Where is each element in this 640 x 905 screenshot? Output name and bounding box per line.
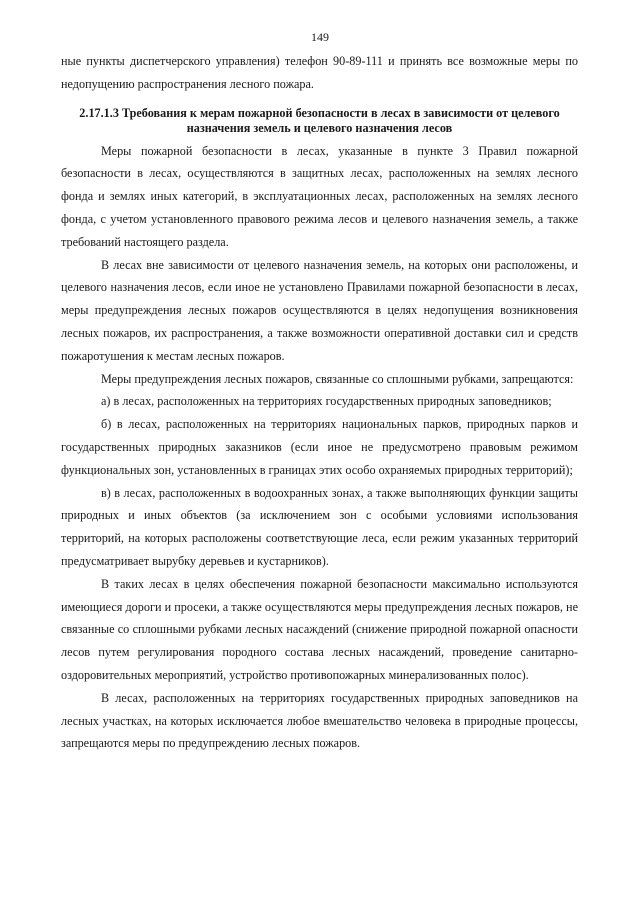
list-item-a: а) в лесах, расположенных на территориях государственных природных заповедников;: [101, 394, 552, 409]
document-body: [61, 50, 578, 755]
paragraph-continuation: ные пункты диспетчерского управления) телефон 90-89-111 и принять все возможные меры по недопущению распространения лесного пожара.: [61, 54, 578, 91]
section-heading: 2.17.1.3 Требования к мерам пожарной безопасности в лесах в зависимости от целевого назначения земель и целевого назначения лесов: [79, 105, 560, 135]
paragraph: В лесах, расположенных на территориях государственных природных заповедников на лесных участках, на которых исключается любое вмешательство человека в природные процессы, запрещаются меры по предупреждению лесных пожаров.: [61, 690, 578, 751]
paragraph: В таких лесах в целях обеспечения пожарной безопасности максимально используются имеющиеся дороги и просеки, а также осуществляются меры предупреждения лесных пожаров, не связанные со сплошными рубками лесных насаждений (снижение природной пожарной опасности лесов путем регулирования породного состава лесных насаждений, проведение санитарно-оздоровительных мероприятий, устройство противопожарных минерализованных полос).: [61, 576, 578, 682]
paragraph: Меры предупреждения лесных пожаров, связанные со сплошными рубками, запрещаются:: [101, 371, 574, 386]
list-item-v: в) в лесах, расположенных в водоохранных зонах, а также выполняющих функции защиты природных и иных объектов (за исключением зон с особыми условиями использования территорий, на которых расположены соответствующие леса, если режим указанных территорий предусматривает вырубку деревьев и кустарников).: [61, 485, 578, 568]
paragraph: В лесах вне зависимости от целевого назначения земель, на которых они расположены, и целевого назначения лесов, если иное не установлено Правилами пожарной безопасности в лесах, меры предупреждения лесных пожаров осуществляются в целях недопущения возникновения лесных пожаров, их распространения, а также возможности оперативной доставки сил и средств пожаротушения к местам лесных пожаров.: [61, 257, 578, 363]
paragraph: Меры пожарной безопасности в лесах, указанные в пункте 3 Правил пожарной безопасности в лесах, осуществляются в защитных лесах, расположенных на землях лесного фонда и землях иных категорий, в эксплуатационных лесах, расположенных на землях лесного фонда, с учетом установленного правового режима лесов и целевого назначения земель, а также требований настоящего раздела.: [61, 143, 578, 249]
page-number: 149: [311, 30, 329, 44]
list-item-b: б) в лесах, расположенных на территориях национальных парков, природных парков и государственных природных заказников (если иное не предусмотрено правовым режимом функциональных зон, установленных в границах этих особо охраняемых природных территорий);: [61, 417, 578, 477]
